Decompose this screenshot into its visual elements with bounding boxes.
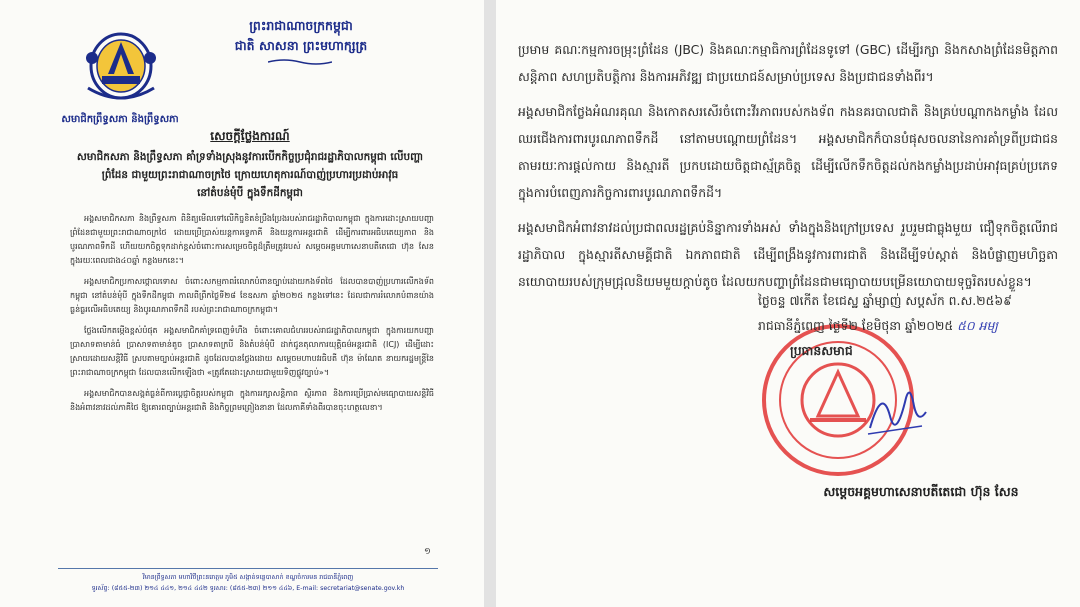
subtitle-line: នៅតំបន់មុំបី ក្នុងទឹកដីកម្ពុជា <box>197 187 303 199</box>
handwritten-signature-icon <box>862 376 932 446</box>
page-number: ១ <box>424 547 431 557</box>
lunar-date-line: ថ្ងៃចន្ទ ៧កើត ខែជេស្ឋ ឆ្នាំម្សាញ់ សប្តស័ក ព.ស.២៥៦៩ <box>758 293 1012 308</box>
body-paragraph: អង្គសមាជិកអំពាវនាវដល់ប្រជាពលរដ្ឋគ្រប់និន្នាការទាំងអស់ ទាំងក្នុងនិងក្រៅប្រទេស រួបរួមជាធ្លុងមួយ ជឿទុកចិត្តលើរាជរដ្ឋាភិបាល ក្នុងស្មារតីសាមគ្គីជាតិ ឯកភាពជាតិ ដើម្បីពង្រឹងនូវការពារជាតិ និងដើម្បីទប់ស្កាត់ និងបំផ្លាញមហិច្ឆតានយោបាយរបស់ក្រុមជ្រុលនិយមមួយក្តាប់តូច ដែលយកបញ្ហាព្រំដែនជាមធ្យោបាយបម្រើនយោបាយទុច្ចរិតរបស់ខ្លួន។ <box>518 220 1058 289</box>
body-paragraph: អង្គសមាជិកប្រកាសថ្កោលទោស ចំពោះសកម្មភាពរំលោភបំពានច្បាប់ដោយកងទ័ពថៃ ដែលបានបាញ់ប្រហារលើកងទ័ពកម្ពុជា នៅតំបន់មុំបី ក្នុងទឹកដីកម្ពុជា កាលពីព្រឹកថ្ងៃទី២៨ ខែឧសភា ឆ្នាំ២០២៥ កន្លងទៅនេះ ដែលជាការរំលោភបំពានយ៉ាងធ្ងន់ធ្ងរលើអធិបតេយ្យ និងបូរណភាពទឹកដី របស់ព្រះរាជាណាចក្រកម្ពុជា។ <box>70 277 434 314</box>
signatory-name: សម្តេចអគ្គមហាសេនាបតីតេជោ ហ៊ុន សែន <box>823 484 1019 499</box>
document-title: សេចក្តីថ្លែងការណ៍ <box>210 129 290 143</box>
kingdom-heading: ព្រះរាជាណាចក្រកម្ពុជា <box>249 18 353 33</box>
footer-address: វិមានព្រឹទ្ធសភា មហាវិថីព្រះនរោត្តម ភូមិ៥ សង្កាត់ទន្លេបាសាក់ ខណ្ឌចំការមន រាជធានីភ្នំពេញ <box>142 574 354 581</box>
senate-name: សមាជិកព្រឹទ្ធសភា និងព្រឹទ្ធសភា <box>61 114 179 125</box>
document-subtitle <box>70 148 430 202</box>
body-paragraph: ថ្លែងលើកតម្កើងខ្ពស់បំផុត អង្គសមាជិកគាំទ្រពេញទំហឹង ចំពោះគោលជំហររបស់រាជរដ្ឋាភិបាលកម្ពុជា ក្នុងការយកបញ្ហា ប្រាសាទតាមាន់ធំ ប្រាសាទតាមាន់តូច ប្រាសាទតាក្របី និងតំបន់មុំបី ដាក់ជូនតុលាការយុត្តិធម៌អន្តរជាតិ (ICJ) ដើម្បីដោះស្រាយដោយសន្តិវិធី ស្របតាមច្បាប់អន្តរជាតិ ដូចដែលបានថ្លែងដោយ សម្តេចមហាបវរធិបតី ហ៊ុន ម៉ាណែត នាយករដ្ឋមន្ត្រីនៃព្រះរាជាណាចក្រកម្ពុជា ដែលបានលើកឡើងថា «ត្រូវតែដោះស្រាយជាមួយទិញផ្លូវច្បាប់»។ <box>70 326 434 377</box>
letter-footer <box>58 572 438 594</box>
body-paragraph: អង្គសមាជិកថ្លែងអំណរគុណ និងកោតសរសើរចំពោះវីរភាពរបស់កងទ័ព កងនគរបាលជាតិ និងគ្រប់បណ្តាកងកម្លាំង ដែលឈរជើងការពារបូរណភាពទឹកដី នៅតាមបណ្តោយព្រំដែន។ អង្គសមាជិកក៏បានបំផុសចលនានៃការគាំទ្រពីប្រជាជន តាមរយៈការផ្តល់កាយ និងស្មារតី ប្រកបដោយចិត្តជាស្ម័គ្រចិត្ត ដើម្បីលើកទឹកចិត្តដល់កងកម្លាំងប្រដាប់អាវុធគ្រប់ប្រភេទ ក្នុងការបំពេញភារកិច្ចការពារបូរណភាពទឹកដី។ <box>518 104 1058 200</box>
letter-page-one <box>0 0 484 607</box>
sender-title: ប្រធានសមាជ <box>790 343 853 358</box>
body-paragraph: ប្រមាម គណៈកម្មការចម្រុះព្រំដែន (JBC) និងគណៈកម្មាធិការព្រំដែនទូទៅ (GBC) ដើម្បីរក្សា និងកសាងព្រំដែនមិត្តភាព សន្តិភាព សហប្រតិបត្តិការ និងការអភិវឌ្ឍ ជាប្រយោជន៍សម្រាប់ប្រទេស និងប្រជាជនទាំងពីរ។ <box>518 42 1058 84</box>
page-gap <box>484 0 496 607</box>
body-paragraph: អង្គសមាជិកសភា និងព្រឹទ្ធសភា ពិនិត្យមើលទៅលើកិច្ចខិតខំប្រឹងប្រែងរបស់រាជរដ្ឋាភិបាលកម្ពុជា ក្នុងការដោះស្រាយបញ្ហាព្រំដែនជាមួយព្រះរាជាណាចក្រថៃ ដោយប្រើប្រាស់យន្តការទ្វេភាគី និងយន្តការអន្តរជាតិ ដើម្បីការពារអធិបតេយ្យភាព និងបូរណភាពទឹកដី ហើយយកចិត្តទុកដាក់ខ្ពស់ចំពោះការសម្រេចចិត្តដ៏ត្រឹមត្រូវរបស់ សម្តេចអគ្គមហាសេនាបតីតេជោ ហ៊ុន សែន ក្នុងរយៈពេលជាង៤០ឆ្នាំ កន្លងមកនេះ។ <box>70 214 434 265</box>
letter-page-two <box>496 0 1080 607</box>
national-motto: ជាតិ សាសនា ព្រះមហាក្សត្រ <box>234 38 368 53</box>
footer-divider <box>58 568 438 569</box>
subtitle-line: ព្រំដែន ជាមួយព្រះរាជាណាចក្រថៃ ក្រោយហេតុការណ៍បាញ់ប្រហារប្រដាប់អាវុធ <box>101 169 399 181</box>
ornament-divider-icon <box>268 58 332 66</box>
handwritten-mark: ៥០ អម្យ <box>957 318 998 333</box>
place-date-line <box>758 318 998 337</box>
body-paragraph: អង្គសមាជិកបានសង្កត់ធ្ងន់ពីការប្តេជ្ញាចិត្តរបស់កម្ពុជា ក្នុងការរក្សាសន្តិភាព ស្ថិរភាព និងការប្រើប្រាស់មធ្យោបាយសន្តិវិធី និងអំពាវនាវដល់ភាគីថៃ ឱ្យគោរពច្បាប់អន្តរជាតិ និងកិច្ចព្រមព្រៀងនានា ដែលភាគីទាំងពីរបានចុះហត្ថលេខា។ <box>70 389 434 412</box>
page-two-body <box>518 36 1058 303</box>
subtitle-line: សមាជិកសភា និងព្រឹទ្ធសភា គាំទ្រទាំងស្រុងនូវការបើកកិច្ចប្រជុំរាជរដ្ឋាភិបាលកម្ពុជា លើបញ្ហា <box>76 151 424 163</box>
footer-contact: ទូរស័ព្ទ: (៨៥៥-២៣) ២១៤ ៤៤១, ២១៤ ៤៤២ ទូរសារ: (៨៥៥-២៣) ២១១ ៤៤៦, E-mail: secretariat@senate.gov.kh <box>91 585 405 592</box>
page-one-body <box>70 212 434 422</box>
place-date-text: រាជធានីភ្នំពេញ ថ្ងៃទី២ ខែមិថុនា ឆ្នាំ២០២៥ <box>758 318 954 333</box>
senate-emblem-icon <box>78 28 164 110</box>
